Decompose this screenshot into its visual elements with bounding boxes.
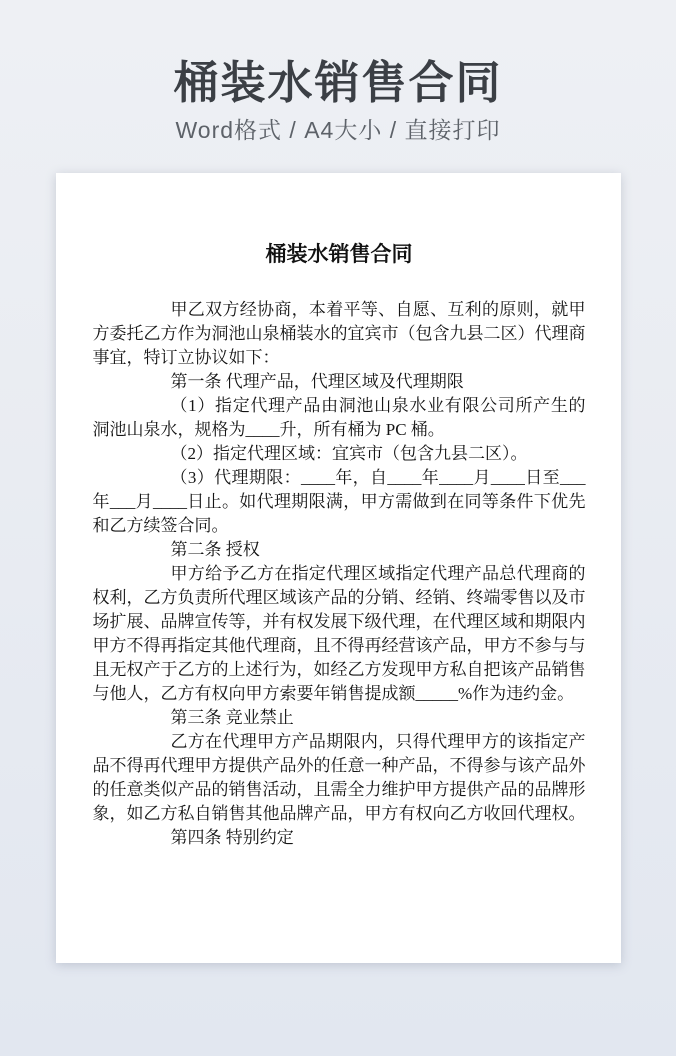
document-body [93, 298, 586, 850]
contract-paragraph: 第二条 授权 [170, 539, 260, 559]
contract-paragraph: 第四条 特别约定 [170, 827, 294, 847]
contract-paragraph: （2）指定代理区域：宜宾市（包含九县二区）。 [170, 443, 528, 463]
contract-paragraph: 甲方给予乙方在指定代理区域指定代理产品总代理商的权利，乙方负责所代理区域该产品的分销、经销、终端零售以及市场扩展、品牌宣传等，并有权发展下级代理，在代理区域和期限内甲方不得再指定其他代理商，且不得再经营该产品，甲方不参与与且无权产于乙方的上述行为，如经乙方发现甲方私自把该产品销售与他人，乙方有权向甲方索要年销售提成额_____%作为违约金。 [92, 563, 586, 703]
page-subtitle: Word格式 / A4大小 / 直接打印 [175, 117, 501, 144]
contract-paragraph: （1）指定代理产品由洞池山泉水业有限公司所产生的洞池山泉水，规格为____升，所有桶为 PC 桶。 [92, 395, 586, 439]
contract-paragraph: 第一条 代理产品，代理区域及代理期限 [170, 371, 464, 391]
contract-paragraph: 第三条 竞业禁止 [170, 707, 294, 727]
contract-paragraph: （3）代理期限：____年，自____年____月____日至___年___月____日止。如代理期限满，甲方需做到在同等条件下优先和乙方续签合同。 [92, 467, 586, 535]
document-page [56, 173, 621, 963]
contract-paragraph: 甲乙双方经协商，本着平等、自愿、互利的原则，就甲方委托乙方作为洞池山泉桶装水的宜宾市（包含九县二区）代理商事宜，特订立协议如下： [92, 299, 586, 367]
contract-paragraph: 乙方在代理甲方产品期限内，只得代理甲方的该指定产品不得再代理甲方提供产品外的任意一种产品，不得参与该产品外的任意类似产品的销售活动，且需全力维护甲方提供产品的品牌形象，如乙方私自销售其他品牌产品，甲方有权向乙方收回代理权。 [92, 731, 586, 823]
page-title: 桶装水销售合同 [173, 57, 503, 108]
preview-header [0, 0, 676, 145]
document-title: 桶装水销售合同 [265, 241, 413, 266]
